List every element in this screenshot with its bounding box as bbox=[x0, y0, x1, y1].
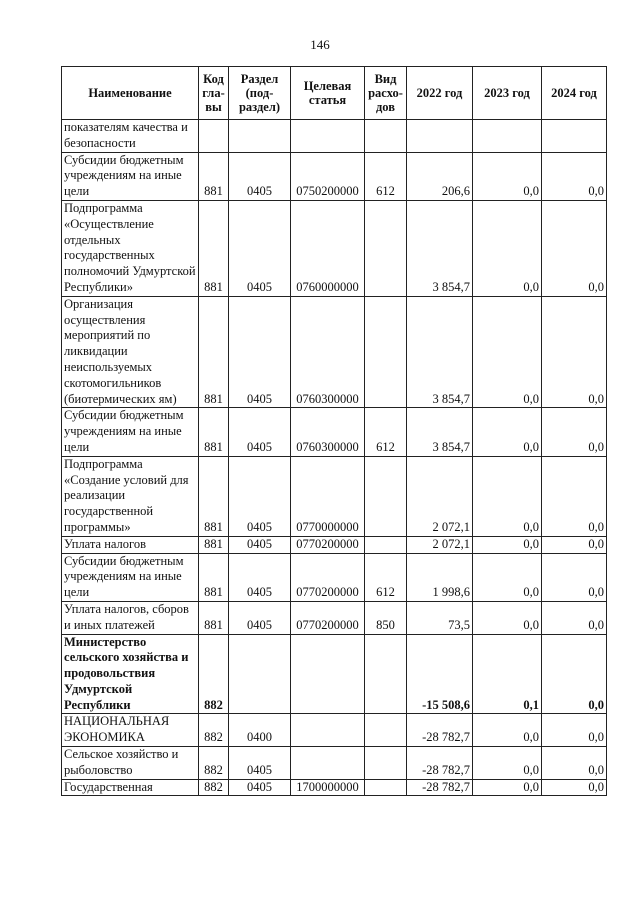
cell-2022: 73,5 bbox=[407, 601, 473, 634]
header-name: Наименование bbox=[62, 67, 199, 120]
cell-2024: 0,0 bbox=[542, 456, 607, 536]
cell-section: 0405 bbox=[229, 152, 291, 200]
cell-type: 612 bbox=[365, 553, 407, 601]
cell-2024: 0,0 bbox=[542, 536, 607, 553]
table-body bbox=[62, 120, 607, 796]
cell-2023: 0,0 bbox=[473, 456, 542, 536]
header-2024: 2024 год bbox=[542, 67, 607, 120]
cell-name: Подпрограмма «Осуществление отдельных государственных полномочий Удмуртской Республики» bbox=[62, 200, 199, 296]
table-row bbox=[62, 779, 607, 796]
cell-code: 882 bbox=[199, 634, 229, 714]
cell-name: Субсидии бюджетным учреждениям на иные цели bbox=[62, 408, 199, 456]
table-row bbox=[62, 120, 607, 153]
cell-section: 0405 bbox=[229, 553, 291, 601]
cell-type bbox=[365, 747, 407, 780]
cell-name: показателям качества и безопасности bbox=[62, 120, 199, 153]
cell-section: 0405 bbox=[229, 200, 291, 296]
cell-section bbox=[229, 634, 291, 714]
cell-2024: 0,0 bbox=[542, 634, 607, 714]
cell-code: 881 bbox=[199, 536, 229, 553]
cell-type bbox=[365, 714, 407, 747]
cell-2023: 0,1 bbox=[473, 634, 542, 714]
cell-code: 882 bbox=[199, 714, 229, 747]
cell-code: 881 bbox=[199, 152, 229, 200]
cell-2024 bbox=[542, 120, 607, 153]
table-row bbox=[62, 553, 607, 601]
cell-code: 882 bbox=[199, 779, 229, 796]
cell-2022: -15 508,6 bbox=[407, 634, 473, 714]
cell-target: 0770000000 bbox=[291, 456, 365, 536]
cell-type bbox=[365, 120, 407, 153]
cell-2024: 0,0 bbox=[542, 200, 607, 296]
table-header-row bbox=[62, 67, 607, 120]
cell-2023 bbox=[473, 120, 542, 153]
cell-2022 bbox=[407, 120, 473, 153]
cell-2023: 0,0 bbox=[473, 296, 542, 408]
cell-section: 0405 bbox=[229, 408, 291, 456]
cell-section bbox=[229, 120, 291, 153]
header-type: Вид расхо-дов bbox=[365, 67, 407, 120]
cell-target bbox=[291, 747, 365, 780]
cell-2022: 2 072,1 bbox=[407, 536, 473, 553]
cell-2022: -28 782,7 bbox=[407, 779, 473, 796]
cell-2022: 3 854,7 bbox=[407, 408, 473, 456]
cell-target: 0770200000 bbox=[291, 601, 365, 634]
table-row bbox=[62, 747, 607, 780]
cell-section: 0405 bbox=[229, 747, 291, 780]
cell-2024: 0,0 bbox=[542, 714, 607, 747]
cell-section: 0405 bbox=[229, 601, 291, 634]
cell-2022: 2 072,1 bbox=[407, 456, 473, 536]
header-target: Целевая статья bbox=[291, 67, 365, 120]
cell-code bbox=[199, 120, 229, 153]
table-row bbox=[62, 714, 607, 747]
cell-2024: 0,0 bbox=[542, 779, 607, 796]
cell-name: Уплата налогов bbox=[62, 536, 199, 553]
cell-type: 612 bbox=[365, 408, 407, 456]
cell-name: Государственная bbox=[62, 779, 199, 796]
cell-2024: 0,0 bbox=[542, 408, 607, 456]
cell-2023: 0,0 bbox=[473, 779, 542, 796]
cell-2022: 206,6 bbox=[407, 152, 473, 200]
cell-type bbox=[365, 200, 407, 296]
cell-section: 0405 bbox=[229, 779, 291, 796]
header-section: Раздел (под-раздел) bbox=[229, 67, 291, 120]
cell-code: 881 bbox=[199, 200, 229, 296]
cell-name: Министерство сельского хозяйства и продовольствия Удмуртской Республики bbox=[62, 634, 199, 714]
table-row bbox=[62, 634, 607, 714]
cell-name: Субсидии бюджетным учреждениям на иные цели bbox=[62, 553, 199, 601]
cell-target: 0760300000 bbox=[291, 296, 365, 408]
header-code: Код гла-вы bbox=[199, 67, 229, 120]
cell-type bbox=[365, 456, 407, 536]
cell-code: 881 bbox=[199, 553, 229, 601]
cell-2023: 0,0 bbox=[473, 553, 542, 601]
cell-code: 881 bbox=[199, 601, 229, 634]
cell-name: НАЦИОНАЛЬНАЯ ЭКОНОМИКА bbox=[62, 714, 199, 747]
cell-2023: 0,0 bbox=[473, 714, 542, 747]
cell-type bbox=[365, 779, 407, 796]
table-row bbox=[62, 456, 607, 536]
cell-type bbox=[365, 296, 407, 408]
cell-type: 612 bbox=[365, 152, 407, 200]
cell-2024: 0,0 bbox=[542, 601, 607, 634]
cell-code: 881 bbox=[199, 456, 229, 536]
cell-name: Подпрограмма «Создание условий для реализации государственной программы» bbox=[62, 456, 199, 536]
cell-2022: 3 854,7 bbox=[407, 200, 473, 296]
cell-section: 0400 bbox=[229, 714, 291, 747]
cell-target: 0750200000 bbox=[291, 152, 365, 200]
cell-target: 0770200000 bbox=[291, 553, 365, 601]
cell-2023: 0,0 bbox=[473, 200, 542, 296]
cell-target bbox=[291, 634, 365, 714]
cell-target bbox=[291, 120, 365, 153]
table-row bbox=[62, 200, 607, 296]
cell-2023: 0,0 bbox=[473, 152, 542, 200]
cell-2023: 0,0 bbox=[473, 536, 542, 553]
cell-section: 0405 bbox=[229, 296, 291, 408]
cell-2022: 1 998,6 bbox=[407, 553, 473, 601]
cell-code: 881 bbox=[199, 296, 229, 408]
table-row bbox=[62, 408, 607, 456]
cell-2023: 0,0 bbox=[473, 747, 542, 780]
cell-target: 1700000000 bbox=[291, 779, 365, 796]
cell-target bbox=[291, 714, 365, 747]
cell-target: 0760300000 bbox=[291, 408, 365, 456]
cell-type: 850 bbox=[365, 601, 407, 634]
cell-2022: -28 782,7 bbox=[407, 714, 473, 747]
cell-name: Сельское хозяйство и рыболовство bbox=[62, 747, 199, 780]
cell-2024: 0,0 bbox=[542, 553, 607, 601]
cell-name: Субсидии бюджетным учреждениям на иные цели bbox=[62, 152, 199, 200]
cell-name: Уплата налогов, сборов и иных платежей bbox=[62, 601, 199, 634]
cell-2024: 0,0 bbox=[542, 152, 607, 200]
table-row bbox=[62, 152, 607, 200]
cell-code: 881 bbox=[199, 408, 229, 456]
cell-section: 0405 bbox=[229, 456, 291, 536]
header-2022: 2022 год bbox=[407, 67, 473, 120]
table-row bbox=[62, 296, 607, 408]
cell-target: 0760000000 bbox=[291, 200, 365, 296]
cell-type bbox=[365, 536, 407, 553]
cell-target: 0770200000 bbox=[291, 536, 365, 553]
cell-type bbox=[365, 634, 407, 714]
cell-2022: -28 782,7 bbox=[407, 747, 473, 780]
cell-section: 0405 bbox=[229, 536, 291, 553]
cell-name: Организация осуществления мероприятий по ликвидации неиспользуемых скотомогильников (биотермических ям) bbox=[62, 296, 199, 408]
cell-2024: 0,0 bbox=[542, 747, 607, 780]
budget-table bbox=[61, 66, 607, 796]
header-2023: 2023 год bbox=[473, 67, 542, 120]
cell-2022: 3 854,7 bbox=[407, 296, 473, 408]
cell-code: 882 bbox=[199, 747, 229, 780]
table-row bbox=[62, 601, 607, 634]
cell-2024: 0,0 bbox=[542, 296, 607, 408]
table-row bbox=[62, 536, 607, 553]
page-number: 146 bbox=[310, 37, 330, 52]
cell-2023: 0,0 bbox=[473, 601, 542, 634]
cell-2023: 0,0 bbox=[473, 408, 542, 456]
